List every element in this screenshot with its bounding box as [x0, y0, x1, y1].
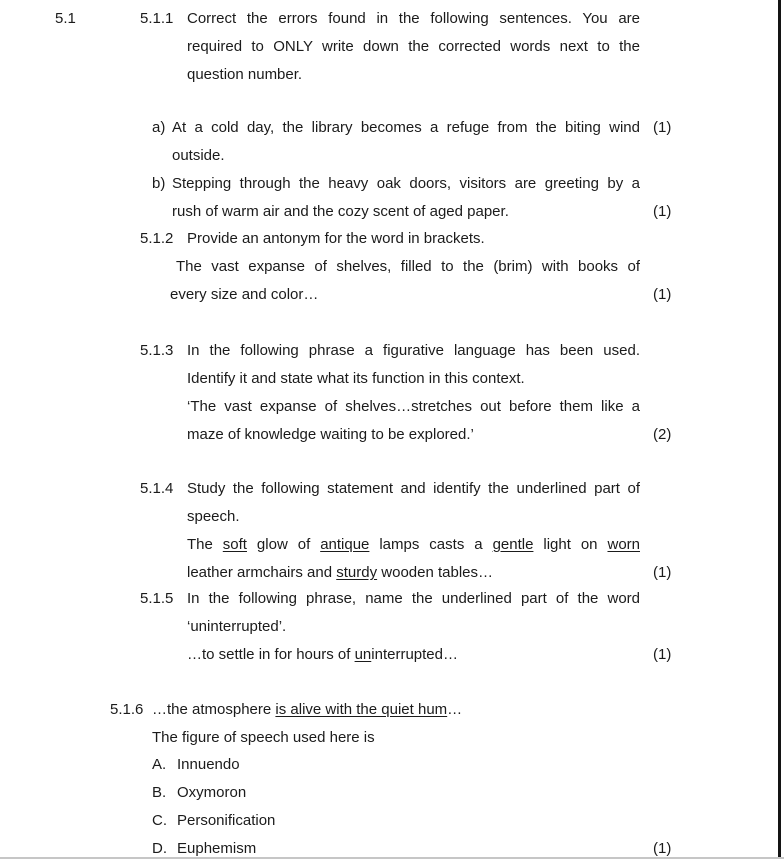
mark-badge: (1): [653, 840, 672, 857]
item-a-line-1: [0, 114, 784, 142]
mark-badge: (2): [653, 426, 672, 443]
underlined-word: antique: [320, 536, 370, 553]
q515-line-2: [0, 613, 784, 641]
q513-line-1: [0, 337, 784, 365]
q511-text-line: required to ONLY write down the corrected words next to the: [187, 38, 640, 55]
mark-badge: (1): [653, 564, 672, 581]
q513-quote-line: ‘The vast expanse of shelves…stretches out before them like a: [187, 398, 640, 415]
option-c-letter: C.: [152, 812, 167, 829]
q514-line-2: [0, 503, 784, 531]
underlined-phrase: is alive with the quiet hum: [275, 701, 448, 718]
mark-badge: (1): [653, 119, 672, 136]
text-segment: …the atmosphere: [152, 701, 276, 718]
q511-line-3: [0, 61, 784, 89]
q514-line-3: [0, 531, 784, 559]
section-number: 5.1: [55, 10, 76, 27]
option-b: [0, 779, 784, 807]
underlined-word: soft: [222, 536, 247, 553]
option-b-letter: B.: [152, 784, 167, 801]
mark-badge: (1): [653, 203, 672, 220]
q514-statement-line: [187, 559, 640, 587]
option-d-letter: D.: [152, 840, 167, 857]
q512-line-2: [0, 253, 784, 281]
item-a-letter: a): [152, 119, 166, 136]
text-segment: glow of: [246, 536, 321, 553]
option-a-text: Innuendo: [177, 756, 240, 773]
q511-text-line: Correct the errors found in the following sentences. You are: [187, 10, 640, 27]
q511-number: 5.1.1: [140, 10, 174, 27]
underlined-word: sturdy: [336, 564, 378, 581]
item-b-text-line: Stepping through the heavy oak doors, visitors are greeting by a: [172, 175, 640, 192]
text-segment: …: [447, 701, 463, 718]
underlined-word: worn: [607, 536, 640, 553]
q513-quote-line: maze of knowledge waiting to be explored.’: [187, 426, 474, 443]
q512-text-line: every size and color…: [170, 286, 319, 303]
q515-phrase-line: [187, 641, 640, 669]
text-segment: …to settle in for hours of: [187, 646, 355, 663]
item-b-line-2: [0, 198, 784, 226]
q512-line-3: [0, 281, 784, 309]
q515-text-line: In the following phrase, name the underlined part of the word: [187, 590, 640, 607]
mark-badge: (1): [653, 286, 672, 303]
q512-text-line: Provide an antonym for the word in brackets.: [187, 230, 485, 247]
q515-number: 5.1.5: [140, 590, 174, 607]
q513-line-3: [0, 393, 784, 421]
q515-text-line: ‘uninterrupted’.: [187, 618, 287, 635]
option-a: [0, 751, 784, 779]
q511-line-2: [0, 33, 784, 61]
item-b-line-1: [0, 170, 784, 198]
item-a-text-line: At a cold day, the library becomes a refuge from the biting wind: [172, 119, 640, 136]
q511-line-1: [0, 5, 784, 33]
option-c-text: Personification: [177, 812, 276, 829]
q513-text-line: Identify it and state what its function in this context.: [187, 370, 525, 387]
q513-line-4: [0, 421, 784, 449]
q514-line-4: [0, 559, 784, 587]
option-c: [0, 807, 784, 835]
item-b-letter: b): [152, 175, 166, 192]
option-b-text: Oxymoron: [177, 784, 247, 801]
text-segment: light on: [533, 536, 608, 553]
q514-number: 5.1.4: [140, 480, 174, 497]
q513-line-2: [0, 365, 784, 393]
q516-line-1: [0, 696, 784, 724]
q514-statement-line: [187, 531, 640, 559]
q516-text-line: The figure of speech used here is: [152, 729, 375, 746]
q513-text-line: In the following phrase a figurative language has been used.: [187, 342, 640, 359]
q516-phrase-line: [152, 696, 640, 724]
item-a-line-2: [0, 142, 784, 170]
text-segment: wooden tables…: [377, 564, 494, 581]
q516-number: 5.1.6: [110, 701, 144, 718]
text-segment: lamps casts a: [369, 536, 493, 553]
q514-text-line: speech.: [187, 508, 240, 525]
q512-line-1: [0, 225, 784, 253]
underlined-prefix: un: [354, 646, 372, 663]
item-a-text-line: outside.: [172, 147, 225, 164]
q512-text-line: The vast expanse of shelves, filled to the (brim) with books of: [176, 258, 640, 275]
q514-line-1: [0, 475, 784, 503]
q512-number: 5.1.2: [140, 230, 174, 247]
mark-badge: (1): [653, 646, 672, 663]
item-b-text-line: rush of warm air and the cozy scent of aged paper.: [172, 203, 509, 220]
window-right-border: [778, 0, 781, 859]
q515-line-3: [0, 641, 784, 669]
q511-text-line: question number.: [187, 66, 303, 83]
text-segment: interrupted…: [371, 646, 458, 663]
underlined-word: gentle: [492, 536, 534, 553]
text-segment: leather armchairs and: [187, 564, 337, 581]
option-a-letter: A.: [152, 756, 167, 773]
q516-line-2: [0, 724, 784, 752]
q515-line-1: [0, 585, 784, 613]
option-d: [0, 835, 784, 859]
q513-number: 5.1.3: [140, 342, 174, 359]
option-d-text: Euphemism: [177, 840, 257, 857]
text-segment: The: [187, 536, 223, 553]
q514-text-line: Study the following statement and identify the underlined part of: [187, 480, 640, 497]
